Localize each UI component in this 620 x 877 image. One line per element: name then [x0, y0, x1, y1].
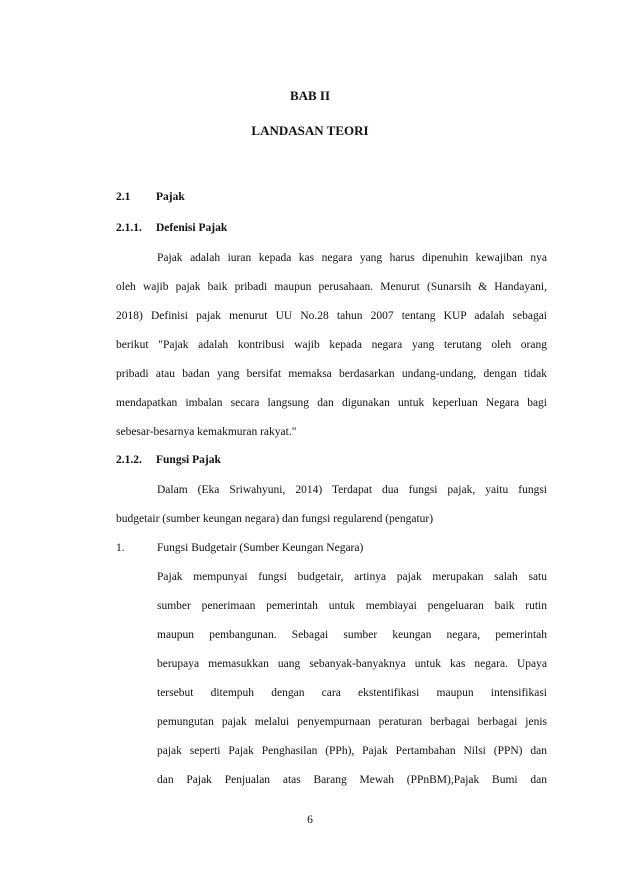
paragraph-line: 2018) Definisi pajak menurut UU No.28 tahun 2007 tentang KUP adalah sebagai [116, 310, 547, 322]
section-number: 2.1.2. [116, 454, 142, 466]
list-paragraph-line: pemungutan pajak melalui penyempurnaan peraturan berbagai berbagai jenis [157, 716, 547, 728]
paragraph-line: Dalam (Eka Sriwahyuni, 2014) Terdapat dua fungsi pajak, yaitu fungsi [157, 484, 547, 496]
list-paragraph-line: dan Pajak Penjualan atas Barang Mewah (PPnBM),Pajak Bumi dan [157, 774, 547, 786]
list-paragraph-line: maupun pembangunan. Sebagai sumber keungan negara, pemerintah [157, 629, 547, 641]
paragraph-line: oleh wajib pajak baik pribadi maupun perusahaan. Menurut (Sunarsih & Handayani, [116, 281, 547, 293]
paragraph-line: berikut "Pajak adalah kontribusi wajib kepada negara yang terutang oleh orang [116, 339, 547, 351]
paragraph-line: sebesar-besarnya kemakmuran rakyat." [116, 426, 297, 438]
list-item-number: 1. [116, 542, 125, 554]
page-number: 6 [307, 814, 313, 826]
list-paragraph-line: sumber penerimaan pemerintah untuk membiayai pengeluaran baik rutin [157, 600, 547, 612]
chapter-title: LANDASAN TEORI [251, 123, 369, 138]
list-paragraph-line: tersebut ditempuh dengan cara ekstentifikasi maupun intensifikasi [157, 687, 547, 699]
paragraph-line: budgetair (sumber keungan negara) dan fungsi regularend (pengatur) [116, 513, 434, 525]
chapter-heading: BAB II [289, 88, 331, 103]
section-title: Fungsi Pajak [156, 454, 221, 466]
paragraph-line: mendapatkan imbalan secara langsung dan digunakan untuk keperluan Negara bagi [116, 397, 547, 409]
section-number: 2.1.1. [116, 222, 142, 234]
list-paragraph-line: berupaya memasukkan uang sebanyak-banyaknya untuk kas negara. Upaya [157, 658, 547, 670]
paragraph-line: pribadi atau badan yang bersifat memaksa berdasarkan undang-undang, dengan tidak [116, 368, 547, 380]
paragraph-line: Pajak adalah iuran kepada kas negara yang harus dipenuhin kewajiban nya [157, 252, 547, 264]
list-paragraph-line: pajak seperti Pajak Penghasilan (PPh), Pajak Pertambahan Nilsi (PPN) dan [157, 745, 547, 757]
section-title: Pajak [156, 191, 185, 203]
section-number: 2.1 [116, 191, 131, 203]
list-paragraph-line: Pajak mempunyai fungsi budgetair, artinya pajak merupakan salah satu [157, 571, 547, 583]
list-item-title: Fungsi Budgetair (Sumber Keungan Negara) [157, 542, 364, 554]
section-title: Defenisi Pajak [156, 222, 228, 234]
